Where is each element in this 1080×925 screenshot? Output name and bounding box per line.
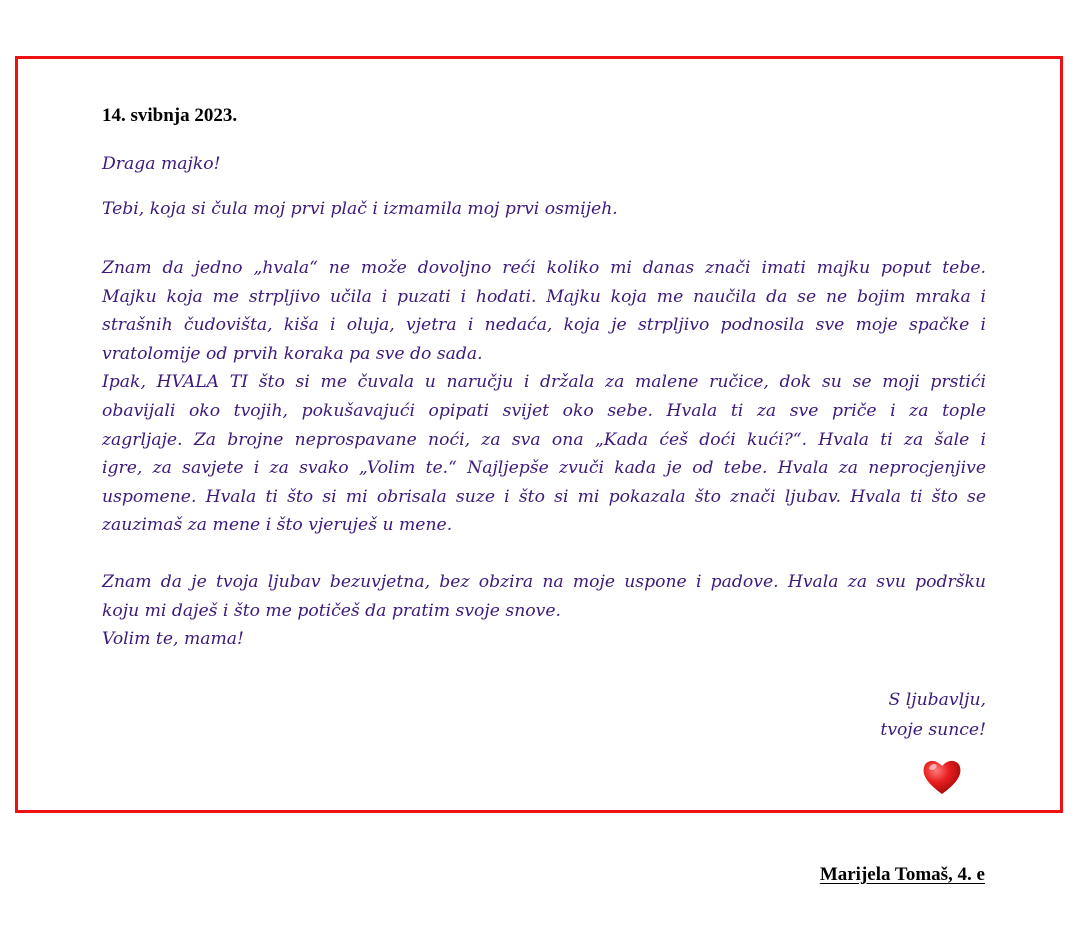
paragraph-line: vratolomije od prvih koraka pa sve do sada. [102,343,483,364]
paragraph-line: Znam da je tvoja ljubav bezuvjetna, bez obzira na moje uspone i padove. Hvala za svu podršku [102,572,986,592]
author-signature: Marijela Tomaš, 4. e [819,864,985,885]
signoff-line: S ljubavlju, [888,690,986,710]
paragraph-line: Znam da jedno „hvala“ ne može dovoljno reći koliko mi danas znači imati majku poput tebe. [102,258,986,278]
letter-paragraph-1 [102,254,986,540]
paragraph-line: uspomene. Hvala ti što si mi obrisala suze i što si mi pokazala što znači ljubav. Hvala ti što se [102,486,986,507]
paragraph-line: strašnih čudovišta, kiša i oluja, vjetra i nedaća, koja je strpljivo podnosila sve moje spačke i [102,315,986,336]
paragraph-line: Majku koja me strpljivo učila i puzati i hodati. Majku koja me naučila da se ne bojim mraka i [102,286,986,307]
letter-intro: Tebi, koja si čula moj prvi plač i izmamila moj prvi osmijeh. [102,199,618,219]
paragraph-line: igre, za savjete i za svako „Volim te.“ Najljepše zvuči kada je od tebe. Hvala za neprocjenjive [102,458,986,479]
paragraph-line: koju mi daješ i što me potičeš da pratim svoje snove. [102,600,561,621]
paragraph-line: Ipak, HVALA TI što si me čuvala u naručju i držala za malene ručice, dok su se moji prstići [102,372,986,393]
paragraph-line: zagrljaje. Za brojne neprospavane noći, za sva ona „Kada ćeš doći kući?“. Hvala ti za šale i [102,429,986,450]
letter-signoff [880,685,986,745]
paragraph-line: Volim te, mama! [102,629,244,650]
heart-icon [921,756,963,798]
letter-date: 14. svibnja 2023. [102,105,238,126]
signoff-line: tvoje sunce! [880,720,986,740]
paragraph-line: zauzimaš za mene i što vjeruješ u mene. [102,515,453,536]
paragraph-line: obavijali oko tvojih, pokušavajući opipati svijet oko sebe. Hvala ti za sve priče i za tople [102,400,986,421]
letter-paragraph-2 [102,568,986,654]
letter-greeting: Draga majko! [102,154,221,174]
